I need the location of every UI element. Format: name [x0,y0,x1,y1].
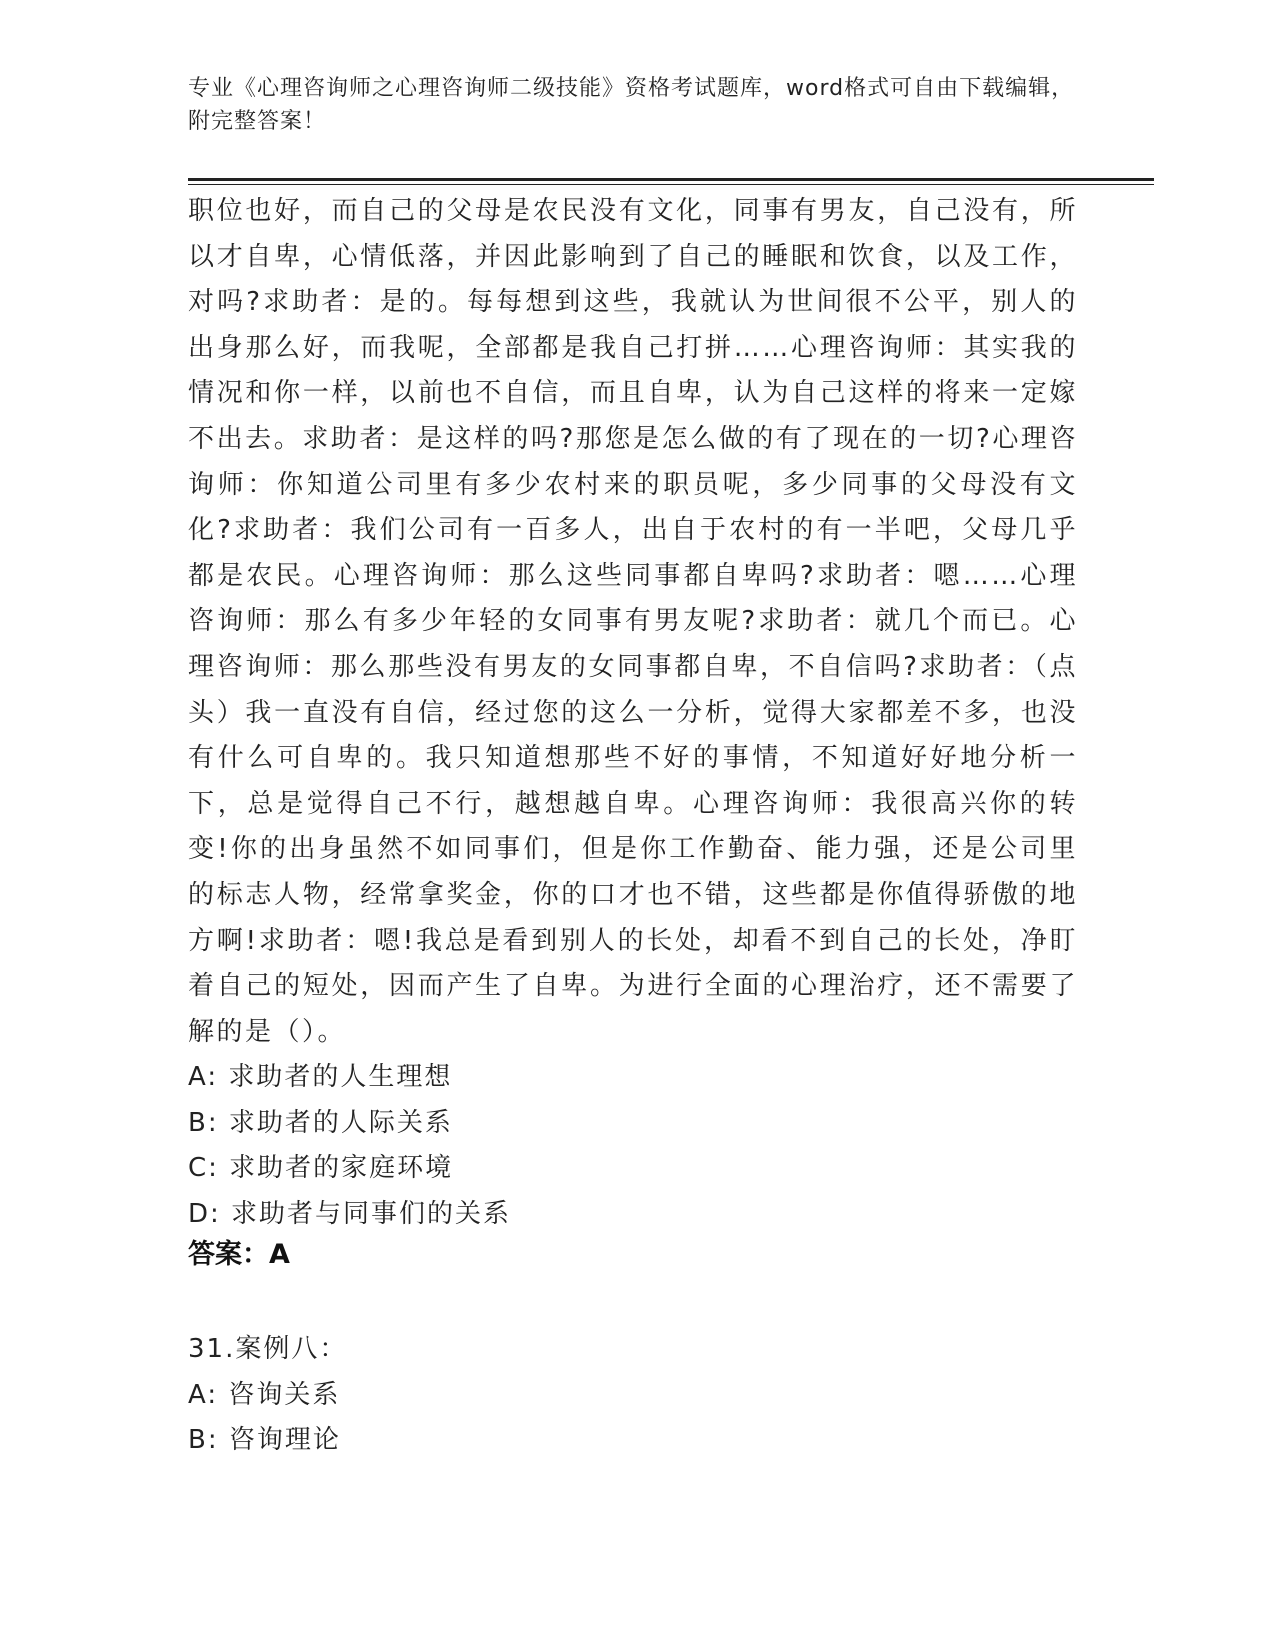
header-divider-thin [188,184,1154,185]
question-stem: 职位也好，而自己的父母是农民没有文化，同事有男友，自己没有，所以才自卑，心情低落，并因此影响到了自己的睡眠和饮食，以及工作，对吗?求助者：是的。每每想到这些，我就认为世间很不公平，别人的出身那么好，而我呢，全部都是我自己打拼……心理咨询师：其实我的情况和你一样，以前也不自信，而且自卑，认为自己这样的将来一定嫁不出去。求助者：是这样的吗?那您是怎么做的有了现在的一切?心理咨询师：你知道公司里有多少农村来的职员呢，多少同事的父母没有文化?求助者：我们公司有一百多人，出自于农村的有一半吧，父母几乎都是农民。心理咨询师：那么这些同事都自卑吗?求助者：嗯……心理咨询师：那么有多少年轻的女同事有男友呢?求助者：就几个而已。心理咨询师：那么那些没有男友的女同事都自卑，不自信吗?求助者：（点头）我一直没有自信，经过您的这么一分析，觉得大家都差不多，也没有什么可自卑的。我只知道想那些不好的事情，不知道好好地分析一下，总是觉得自己不行，越想越自卑。心理咨询师：我很高兴你的转变!你的出身虽然不如同事们，但是你工作勤奋、能力强，还是公司里的标志人物，经常拿奖金，你的口才也不错，这些都是你值得骄傲的地方啊!求助者：嗯!我总是看到别人的长处，却看不到自己的长处，净盯着自己的短处，因而产生了自卑。为进行全面的心理治疗，还不需要了解的是（）。 [188,196,1078,1047]
option-c: C: 求助者的家庭环境 [188,1153,454,1183]
option-b: B: 求助者的人际关系 [188,1107,453,1138]
answer-label: 答案：A [188,1239,290,1270]
next-option-b: B: 咨询理论 [188,1425,341,1455]
next-option-a: A: 咨询关系 [188,1379,341,1410]
next-question-title: 31.案例八： [188,1334,348,1364]
question-options [188,1055,1078,1237]
option-d: D: 求助者与同事们的关系 [188,1198,512,1229]
document-header: 专业《心理咨询师之心理咨询师二级技能》资格考试题库，word格式可自由下载编辑，附完整答案！ [188,76,1075,134]
next-question [188,1327,1078,1464]
option-a: A: 求助者的人生理想 [188,1062,453,1092]
header-divider-thick [188,178,1154,181]
